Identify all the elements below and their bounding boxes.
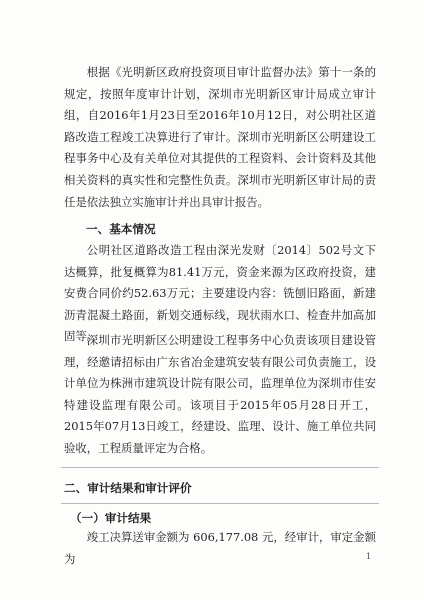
section-heading-basic-info: 一、基本情况 (86, 222, 156, 236)
intro-paragraph: 根据《光明新区政府投资项目审计监督办法》第十一条的规定，按照年度审计计划，深圳市光明新区审计局成立审计组，自2016年1月23日至2016年10月12日，对公明社区道路改造工程竣工决算进行了审计。深圳市光明新区公明建设工程事务中心及有关单位对其提供的工程资料、会计资料及其他相关资料的真实性和完整性负责。深圳市光明新区审计局的责任是依法独立实施审计并出具审计报告。 (64, 65, 376, 209)
management-paragraph: 深圳市光明新区公明建设工程事务中心负责该项目建设管理，经邀请招标由广东省冶金建筑安装有限公司负责施工，设计单位为株洲市建筑设计院有限公司，监理单位为深圳市佳安特建设监理有限公司。该项目于2015年05月28日开工，2015年07月13日竣工，经建设、监理、设计、施工单位共同验收，工程质量评定为合格。 (64, 333, 376, 455)
section-heading-audit-results: 二、审计结果和审计评价 (64, 481, 192, 495)
page-number: 1 (366, 552, 372, 561)
subsection-heading-audit-result: （一）审计结果 (70, 511, 152, 525)
divider-rule (61, 467, 379, 468)
basic-info-paragraph: 公明社区道路改造工程由深光发财〔2014〕502号文下达概算，批复概算为81.41万元，资金来源为区政府投资，建安费合同价约52.63万元；主要建设内容：铣刨旧路面，新建沥青混凝土路面，新划交通标线，现状雨水口、检查井加高加固等。 (64, 243, 376, 344)
audit-result-paragraph: 竣工决算送审金额为 606,177.08 元，经审计，审定金额为 (64, 530, 376, 566)
divider-rule (61, 503, 379, 504)
